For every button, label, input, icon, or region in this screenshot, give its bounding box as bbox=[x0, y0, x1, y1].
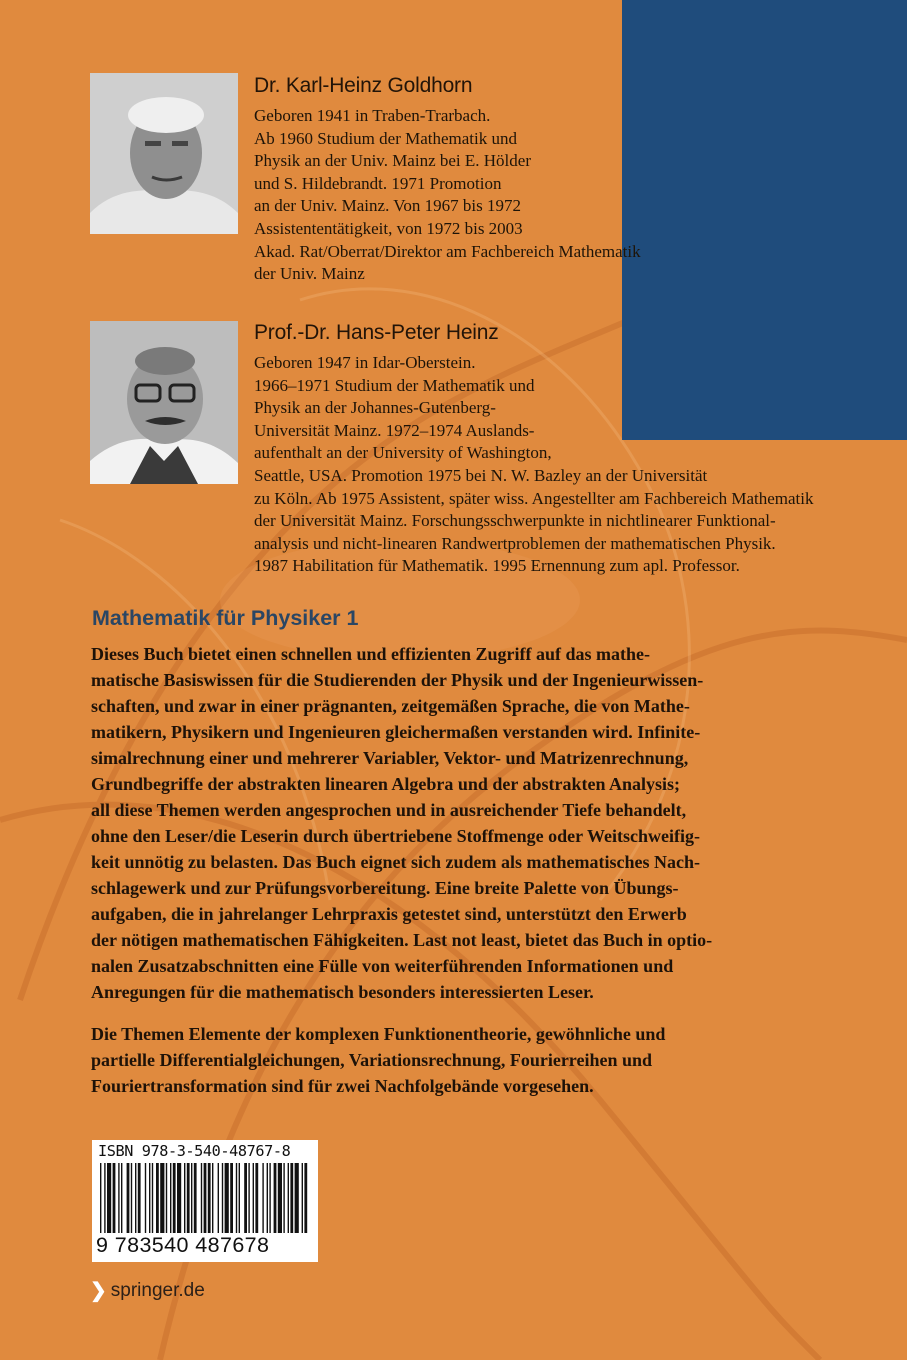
note-line: partielle Differentialgleichungen, Variationsrechnung, Fourierreihen und bbox=[91, 1050, 653, 1070]
note-line: Fouriertransformation sind für zwei Nachfolgebände vorgesehen. bbox=[91, 1076, 594, 1096]
description-line: matikern, Physikern und Ingenieuren gleichermaßen verstanden wird. Infinite- bbox=[91, 722, 701, 742]
bio-line: Physik an der Univ. Mainz bei E. Hölder bbox=[254, 151, 531, 171]
author-bio-2 bbox=[254, 352, 813, 578]
barcode-bar bbox=[152, 1163, 153, 1233]
isbn-label: ISBN 978-3-540-48767-8 bbox=[98, 1142, 291, 1160]
bio-line: Universität Mainz. 1972–1974 Auslands- bbox=[254, 420, 535, 440]
barcode-bar bbox=[304, 1163, 307, 1233]
author-name-2: Prof.-Dr. Hans-Peter Heinz bbox=[254, 321, 499, 344]
barcode-bar bbox=[269, 1163, 270, 1233]
isbn-barcode bbox=[92, 1140, 318, 1262]
barcode-bar bbox=[218, 1163, 219, 1233]
barcode-bar bbox=[131, 1163, 132, 1233]
description-line: Anregungen für die mathematisch besonders interessierten Leser. bbox=[91, 982, 594, 1002]
description-line: simalrechnung einer und mehrerer Variabler, Vektor- und Matrizenrechnung, bbox=[91, 748, 689, 768]
barcode-bar bbox=[201, 1163, 202, 1233]
description-line: Dieses Buch bietet einen schnellen und effizienten Zugriff auf das mathe- bbox=[91, 644, 650, 664]
barcode-bar bbox=[160, 1163, 164, 1233]
barcode-bar bbox=[208, 1163, 211, 1233]
barcode-bar bbox=[191, 1163, 192, 1233]
barcode-bar bbox=[100, 1163, 101, 1233]
bio-line: der Universität Mainz. Forschungsschwerpunkte in nichtlinearer Funktional- bbox=[254, 511, 776, 531]
barcode-bar bbox=[239, 1163, 240, 1233]
barcode-bar bbox=[283, 1163, 284, 1233]
barcode-bar bbox=[173, 1163, 176, 1233]
bio-line: zu Köln. Ab 1975 Assistent, später wiss. Angestellter am Fachbereich Mathematik bbox=[254, 488, 814, 508]
barcode-bar bbox=[204, 1163, 207, 1233]
description-line: schlagewerk und zur Prüfungsvorbereitung. Eine breite Palette von Übungs- bbox=[91, 878, 679, 898]
bio-line: aufenthalt an der University of Washington, bbox=[254, 443, 552, 463]
description-line: der nötigen mathematischen Fähigkeiten. Last not least, bietet das Buch in optio- bbox=[91, 930, 713, 950]
barcode-bar bbox=[230, 1163, 233, 1233]
bio-line: 1966–1971 Studium der Mathematik und bbox=[254, 375, 535, 395]
barcode-bar bbox=[248, 1163, 249, 1233]
barcode-bar bbox=[225, 1163, 229, 1233]
author-portrait-1 bbox=[90, 73, 238, 234]
barcode-bar bbox=[138, 1163, 141, 1233]
barcode-bar bbox=[244, 1163, 247, 1233]
barcode-bar bbox=[194, 1163, 197, 1233]
description-line: nalen Zusatzabschnitten eine Fülle von weiterführenden Informationen und bbox=[91, 956, 674, 976]
barcode-bar bbox=[288, 1163, 289, 1233]
bio-line: Geboren 1941 in Traben-Trarbach. bbox=[254, 106, 491, 125]
author-portrait-2 bbox=[90, 321, 238, 484]
bio-line: Geboren 1947 in Idar-Oberstein. bbox=[254, 353, 476, 372]
note-line: Die Themen Elemente der komplexen Funktionentheorie, gewöhnliche und bbox=[91, 1024, 666, 1044]
book-description bbox=[91, 641, 712, 1005]
barcode-bar bbox=[113, 1163, 116, 1233]
bio-line: Seattle, USA. Promotion 1975 bei N. W. Bazley an der Universität bbox=[254, 465, 708, 485]
barcode-bar bbox=[156, 1163, 159, 1233]
author-name-1: Dr. Karl-Heinz Goldhorn bbox=[254, 74, 473, 97]
barcode-bar bbox=[118, 1163, 119, 1233]
bio-line: analysis und nicht-linearen Randwertproblemen der mathematischen Physik. bbox=[254, 533, 776, 553]
bio-line: der Univ. Mainz bbox=[254, 264, 365, 284]
barcode-bar bbox=[222, 1163, 223, 1233]
barcode-bar bbox=[127, 1163, 130, 1233]
barcode-bar bbox=[302, 1163, 303, 1233]
description-line: matische Basiswissen für die Studierenden der Physik und der Ingenieurwissen- bbox=[91, 670, 704, 690]
barcode-bar bbox=[267, 1163, 268, 1233]
barcode-bar bbox=[255, 1163, 258, 1233]
bio-line: Ab 1960 Studium der Mathematik und bbox=[254, 128, 518, 148]
barcode-bar bbox=[149, 1163, 150, 1233]
barcode-bar bbox=[290, 1163, 293, 1233]
publisher-link[interactable] bbox=[90, 1278, 205, 1303]
barcode-bar bbox=[253, 1163, 254, 1233]
book-followup-note bbox=[91, 1021, 665, 1099]
description-line: keit unnötig zu belasten. Das Buch eignet sich zudem als mathematisches Nach- bbox=[91, 852, 701, 872]
barcode-bar bbox=[262, 1163, 263, 1233]
publisher-url: springer.de bbox=[110, 1279, 205, 1301]
bio-line: 1987 Habilitation für Mathematik. 1995 Ernennung zum apl. Professor. bbox=[254, 556, 740, 576]
description-line: all diese Themen werden angesprochen und in ausreichender Tiefe behandelt, bbox=[91, 800, 687, 820]
description-line: ohne den Leser/die Leserin durch übertriebene Stoffmenge oder Weitschweifig- bbox=[91, 826, 700, 846]
description-line: Grundbegriffe der abstrakten linearen Algebra und der abstrakten Analysis; bbox=[91, 774, 681, 794]
barcode-bar bbox=[212, 1163, 213, 1233]
description-line: aufgaben, die in jahrelanger Lehrpraxis getestet sind, unterstützt den Erwerb bbox=[91, 904, 687, 924]
bio-line: Akad. Rat/Oberrat/Direktor am Fachbereich Mathematik bbox=[254, 241, 641, 261]
barcode-bar bbox=[107, 1163, 111, 1233]
barcode-bar bbox=[278, 1163, 282, 1233]
barcode-bar bbox=[170, 1163, 171, 1233]
barcode-bar bbox=[295, 1163, 299, 1233]
bio-line: und S. Hildebrandt. 1971 Promotion bbox=[254, 173, 502, 193]
barcode-bar bbox=[274, 1163, 277, 1233]
barcode-bar bbox=[177, 1163, 181, 1233]
ean-digits: 9 783540 487678 bbox=[96, 1233, 270, 1257]
barcode-bar bbox=[121, 1163, 122, 1233]
chevron-right-icon: ❯ bbox=[90, 1280, 107, 1302]
barcode-bar bbox=[187, 1163, 190, 1233]
barcode-bar bbox=[236, 1163, 237, 1233]
barcode-bar bbox=[145, 1163, 146, 1233]
barcode-bar bbox=[135, 1163, 136, 1233]
barcode-bar bbox=[184, 1163, 185, 1233]
barcode-bar bbox=[104, 1163, 105, 1233]
bio-line: Assistententätigkeit, von 1972 bis 2003 bbox=[254, 218, 523, 238]
barcode-bar bbox=[166, 1163, 167, 1233]
barcode-bars bbox=[98, 1163, 312, 1233]
description-line: schaften, und zwar in einer prägnanten, zeitgemäßen Sprache, die von Mathe- bbox=[91, 696, 690, 716]
bio-line: an der Univ. Mainz. Von 1967 bis 1972 bbox=[254, 196, 521, 216]
book-title: Mathematik für Physiker 1 bbox=[92, 606, 359, 630]
bio-line: Physik an der Johannes-Gutenberg- bbox=[254, 398, 496, 418]
author-bio-1 bbox=[254, 105, 641, 286]
